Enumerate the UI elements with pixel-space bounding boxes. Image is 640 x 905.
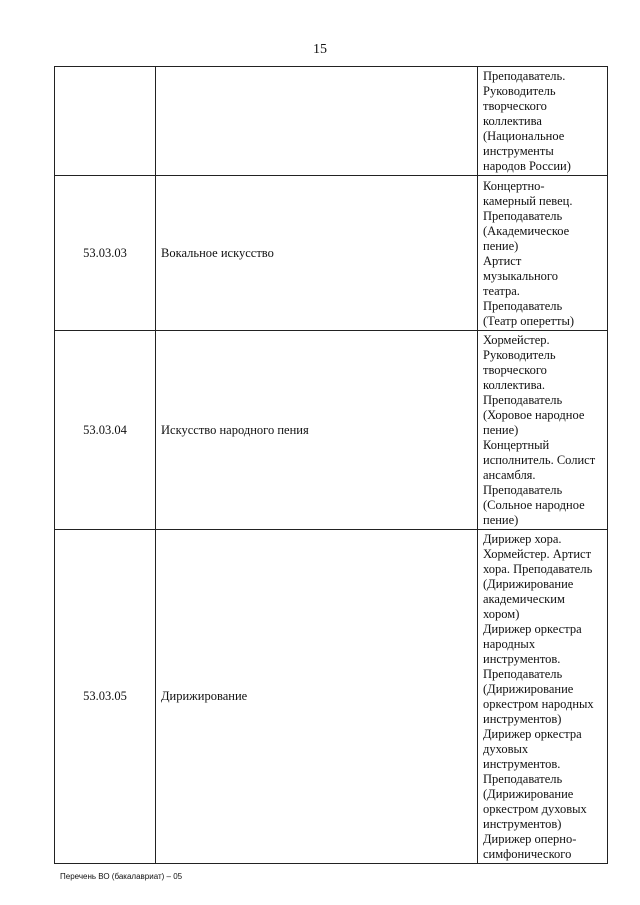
qualification-line: (Хоровое народное <box>483 408 585 422</box>
qualification-line: музыкального <box>483 268 558 283</box>
qualification-line: Преподаватель. <box>483 69 566 83</box>
table-row <box>55 176 608 331</box>
qualification-line: (Дирижирование <box>483 577 574 591</box>
qualification-line: хором) <box>483 607 520 621</box>
qualification-line: пение) <box>483 238 519 253</box>
specialty-name <box>156 67 478 176</box>
qualification-line: (Театр оперетты) <box>483 313 575 328</box>
qualification-line: инструменты <box>483 144 554 158</box>
qualification-line: симфонического <box>483 847 572 861</box>
specialty-name: Вокальное искусство <box>156 176 478 331</box>
qualification-cell <box>478 176 608 331</box>
qualification-line: Дирижер хора. <box>483 532 562 546</box>
specialty-code: 53.03.03 <box>55 176 156 331</box>
qualification-line: оркестром духовых <box>483 802 587 816</box>
qualification-line: коллектива. <box>483 378 546 392</box>
qualification-line: (Дирижирование <box>483 682 574 696</box>
specialty-code: 53.03.04 <box>55 331 156 530</box>
qualification-line: (Академическое <box>483 223 570 238</box>
table-row <box>55 331 608 530</box>
qualification-line: творческого <box>483 99 547 113</box>
qualification-line: Преподаватель <box>483 393 563 407</box>
table-row <box>55 67 608 176</box>
qualification-line: Преподаватель <box>483 208 563 223</box>
qualification-line: Артист <box>483 253 522 268</box>
qualification-line: пение) <box>483 423 519 437</box>
qualification-line: Дирижер оркестра <box>483 622 582 636</box>
qualification-line: Преподаватель <box>483 772 563 786</box>
qualification-line: творческого <box>483 363 547 377</box>
qualification-line: оркестром народных <box>483 697 594 711</box>
qualification-cell <box>478 331 608 530</box>
qualification-line: коллектива <box>483 114 542 128</box>
qualification-line: академическим <box>483 592 565 606</box>
qualification-line: хора. Преподаватель <box>483 562 593 576</box>
qualification-line: Концертный <box>483 438 550 452</box>
qualification-line: Руководитель <box>483 84 556 98</box>
page-number: 15 <box>313 42 327 57</box>
qualification-line: инструментов. <box>483 757 561 771</box>
specialty-code: 53.03.05 <box>55 530 156 864</box>
qualification-line: пение) <box>483 513 519 527</box>
qualification-line: Хормейстер. Артист <box>483 547 592 561</box>
qualification-line: (Национальное <box>483 129 565 143</box>
table-row <box>55 530 608 864</box>
qualification-line: инструментов) <box>483 712 562 726</box>
qualification-line: (Сольное народное <box>483 498 585 512</box>
footer-document-ref: Перечень ВО (бакалавриат) – 05 <box>60 872 183 881</box>
qualification-line: театра. <box>483 283 520 298</box>
qualification-line: ансамбля. <box>483 468 536 482</box>
qualification-line: инструментов) <box>483 817 562 831</box>
qualification-line: камерный певец. <box>483 193 573 208</box>
qualification-cell <box>478 67 608 176</box>
qualification-line: Дирижер оперно- <box>483 832 577 846</box>
specialty-name: Дирижирование <box>156 530 478 864</box>
qualification-line: Преподаватель <box>483 483 563 497</box>
qualification-line: (Дирижирование <box>483 787 574 801</box>
specialty-code <box>55 67 156 176</box>
qualification-line: Концертно- <box>483 178 545 193</box>
qualification-line: инструментов. <box>483 652 561 666</box>
qualification-line: народных <box>483 637 536 651</box>
qualification-line: Дирижер оркестра <box>483 727 582 741</box>
qualification-line: духовых <box>483 742 529 756</box>
qualification-line: исполнитель. Солист <box>483 453 596 467</box>
qualification-cell <box>478 530 608 864</box>
qualification-line: Преподаватель <box>483 298 563 313</box>
qualification-line: Преподаватель <box>483 667 563 681</box>
qualification-line: Хормейстер. <box>483 333 550 347</box>
qualification-line: народов России) <box>483 159 571 173</box>
specialty-name: Искусство народного пения <box>156 331 478 530</box>
specialties-table <box>54 66 608 864</box>
qualification-line: Руководитель <box>483 348 556 362</box>
